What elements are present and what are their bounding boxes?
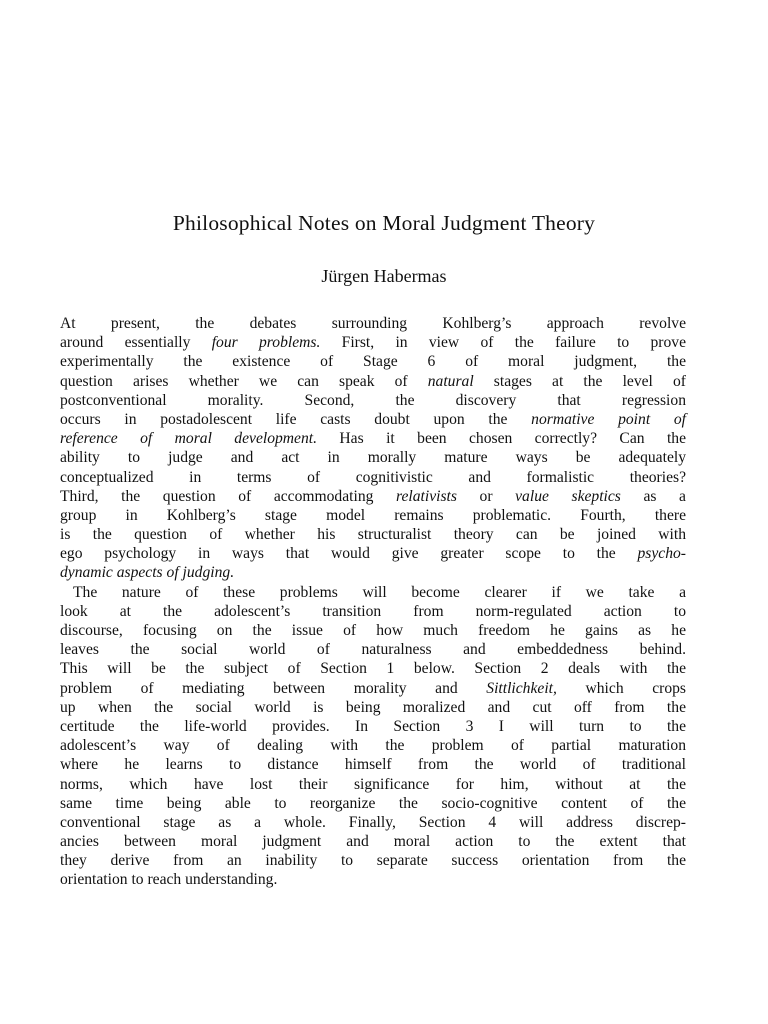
body-text [60, 314, 686, 890]
text-run: ego psychology in ways that would give greater scope to the [60, 545, 638, 563]
text-run: Third, the question of accommodating [60, 487, 397, 505]
text-run: around essentially [60, 334, 212, 352]
text-run: postconventional morality. Second, the discovery that regression [60, 391, 686, 409]
italic-text: normative point of [531, 410, 686, 428]
text-run: up when the social world is being moralized and cut off from the [60, 698, 686, 716]
text-run: which crops [556, 679, 686, 697]
text-line [60, 679, 686, 698]
text-run: where he learns to distance himself from the world of traditional [60, 756, 686, 774]
text-line [60, 333, 686, 352]
text-run: group in Kohlberg’s stage model remains problematic. Fourth, there [60, 506, 686, 524]
text-run: is the question of whether his structuralist theory can be joined with [60, 526, 686, 544]
italic-text: reference of moral development. [60, 430, 318, 448]
text-line [60, 659, 686, 678]
text-line [60, 621, 686, 640]
paper-author: Jürgen Habermas [321, 266, 447, 286]
text-line [60, 372, 686, 391]
italic-text: dynamic aspects of judging. [60, 564, 235, 582]
italic-text: four problems. [211, 334, 321, 352]
italic-text: value skeptics [515, 487, 621, 505]
text-run: experimentally the existence of Stage 6 of moral judgment, the [60, 353, 686, 371]
text-run: ancies between moral judgment and moral action to the extent that [60, 833, 686, 851]
italic-text: Sittlichkeit, [486, 679, 557, 697]
text-run: they derive from an inability to separate success orientation from the [60, 852, 686, 870]
text-line [60, 583, 686, 602]
text-line [60, 851, 686, 870]
text-run: problem of mediating between morality and [60, 679, 487, 697]
text-run: The nature of these problems will become clearer if we take a [73, 583, 686, 601]
text-line [60, 717, 686, 736]
text-run: conceptualized in terms of cognitivistic and formalistic theories? [60, 468, 686, 486]
italic-text: psycho- [637, 545, 686, 563]
text-line [60, 487, 686, 506]
text-line [60, 775, 686, 794]
paragraph [60, 314, 686, 583]
text-run: ability to judge and act in morally mature ways be adequately [60, 449, 686, 467]
text-line [60, 736, 686, 755]
text-run: Has it been chosen correctly? Can the [317, 430, 686, 448]
paragraph [60, 583, 686, 890]
text-line [60, 755, 686, 774]
text-line [60, 352, 686, 371]
text-run: or [456, 487, 516, 505]
text-run: orientation to reach understanding. [60, 871, 278, 889]
italic-text: natural [427, 372, 474, 390]
text-line [60, 813, 686, 832]
text-run: At present, the debates surrounding Kohlberg’s approach revolve [60, 315, 686, 332]
text-line [60, 506, 686, 525]
text-line [60, 640, 686, 659]
text-line [60, 429, 686, 448]
text-run: adolescent’s way of dealing with the problem of partial maturation [60, 737, 686, 755]
text-line [60, 448, 686, 467]
text-line [60, 563, 686, 582]
paper-title: Philosophical Notes on Moral Judgment Theory [172, 211, 596, 235]
text-run: leaves the social world of naturalness and embeddedness behind. [60, 641, 686, 659]
text-line [60, 794, 686, 813]
italic-text: relativists [396, 487, 457, 505]
text-run: conventional stage as a whole. Finally, Section 4 will address discrep- [60, 813, 686, 831]
text-run: First, in view of the failure to prove [320, 334, 686, 352]
text-line [60, 468, 686, 487]
text-run: look at the adolescent’s transition from norm-regulated action to [60, 602, 686, 620]
text-line [60, 314, 686, 333]
text-line [60, 544, 686, 563]
text-run: stages at the level of [473, 372, 686, 390]
text-run: certitude the life-world provides. In Section 3 I will turn to the [60, 717, 686, 735]
text-line [60, 391, 686, 410]
text-line [60, 698, 686, 717]
text-run: This will be the subject of Section 1 below. Section 2 deals with the [60, 660, 686, 678]
text-run: same time being able to reorganize the socio-cognitive content of the [60, 794, 686, 812]
text-run: question arises whether we can speak of [60, 372, 428, 390]
text-run: occurs in postadolescent life casts doubt upon the [60, 410, 532, 428]
text-run: norms, which have lost their significance for him, without at the [60, 775, 686, 793]
text-run: discourse, focusing on the issue of how much freedom he gains as he [60, 622, 686, 639]
text-line [60, 602, 686, 621]
text-line [60, 832, 686, 851]
text-line [60, 870, 686, 889]
text-line [60, 525, 686, 544]
text-line [60, 410, 686, 429]
text-run: as a [620, 487, 686, 505]
